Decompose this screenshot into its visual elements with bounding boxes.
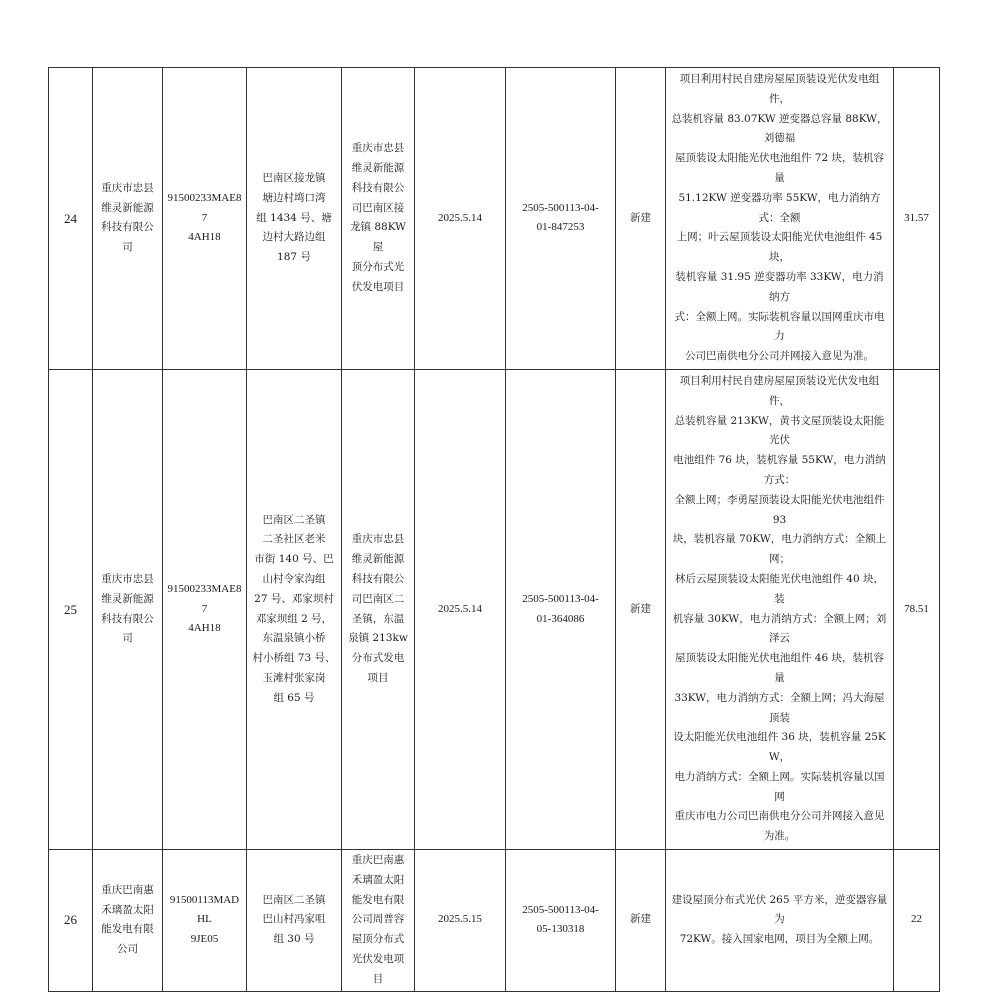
credit-code: 91500233MAE87 4AH18: [163, 68, 247, 370]
filing-date: 2025.5.14: [415, 68, 506, 370]
investment-amount: 22: [894, 850, 940, 992]
project-table: [48, 67, 940, 992]
construction-content: 建设屋顶分布式光伏 265 平方米，逆变器容量为 72KW。接入国家电网，项目为全额上网。: [666, 850, 894, 992]
row-number: 26: [49, 850, 93, 992]
investment-amount: 78.51: [894, 369, 940, 849]
row-number: 24: [49, 68, 93, 370]
company-name: 重庆市忠县 维灵新能源 科技有限公 司: [93, 369, 163, 849]
project-location: 巴南区接龙镇 塘边村塆口湾 组 1434 号、塘 边村大路边组 187 号: [247, 68, 342, 370]
table-row: [49, 68, 940, 370]
company-name: 重庆巴南惠 禾璃盈太阳 能发电有限 公司: [93, 850, 163, 992]
filing-date: 2025.5.14: [415, 369, 506, 849]
project-code: 2505-500113-04- 05-130318: [506, 850, 616, 992]
project-code: 2505-500113-04- 01-847253: [506, 68, 616, 370]
company-name: 重庆市忠县 维灵新能源 科技有限公 司: [93, 68, 163, 370]
table-row: [49, 369, 940, 849]
construction-content: 项目利用村民自建房屋屋顶装设光伏发电组件， 总装机容量 83.07KW 逆变器总容量 88KW，刘德福 屋顶装设太阳能光伏电池组件 72 块，装机容量 51.12KW 逆变器功率 55KW，电力消纳方式：全额 上网；叶云屋顶装设太阳能光伏电池组件 45 块， 装机容量 31.95 逆变器功率 33KW，电力消纳方 式：全额上网。实际装机容量以国网重庆市电力 公司巴南供电分公司并网接入意见为准。: [666, 68, 894, 370]
credit-code: 91500113MADHL 9JE05: [163, 850, 247, 992]
project-name: 重庆市忠县 维灵新能源 科技有限公 司巴南区二 圣镇，东温 泉镇 213kw 分布式发电 项目: [342, 369, 415, 849]
row-number: 25: [49, 369, 93, 849]
construction-type: 新建: [616, 850, 666, 992]
project-name: 重庆巴南惠 禾璃盈太阳 能发电有限 公司周普容 屋顶分布式 光伏发电项 目: [342, 850, 415, 992]
project-name: 重庆市忠县 维灵新能源 科技有限公 司巴南区接 龙镇 88KW 屋 顶分布式光 伏发电项目: [342, 68, 415, 370]
project-location: 巴南区二圣镇 巴山村冯家咀 组 30 号: [247, 850, 342, 992]
construction-content: 项目利用村民自建房屋屋顶装设光伏发电组件， 总装机容量 213KW，黄书文屋顶装设太阳能光伏 电池组件 76 块，装机容量 55KW，电力消纳方式： 全额上网；李勇屋顶装设太阳能光伏电池组件 93 块，装机容量 70KW，电力消纳方式：全额上网； 林后云屋顶装设太阳能光伏电池组件 40 块，装 机容量 30KW，电力消纳方式：全额上网；刘泽云 屋顶装设太阳能光伏电池组件 46 块，装机容量 33KW，电力消纳方式：全额上网；冯大海屋顶装 设太阳能光伏电池组件 36 块，装机容量 25KW， 电力消纳方式：全额上网。实际装机容量以国网 重庆市电力公司巴南供电分公司并网接入意见 为准。: [666, 369, 894, 849]
table-row: [49, 850, 940, 992]
filing-date: 2025.5.15: [415, 850, 506, 992]
credit-code: 91500233MAE87 4AH18: [163, 369, 247, 849]
project-code: 2505-500113-04- 01-364086: [506, 369, 616, 849]
construction-type: 新建: [616, 369, 666, 849]
project-location: 巴南区二圣镇 二圣社区老米 市街 140 号、巴 山村令家沟组 27 号、邓家坝村 邓家坝组 2 号， 东温泉镇小桥 村小桥组 73 号、 玉滩村张家岗 组 65 号: [247, 369, 342, 849]
investment-amount: 31.57: [894, 68, 940, 370]
construction-type: 新建: [616, 68, 666, 370]
